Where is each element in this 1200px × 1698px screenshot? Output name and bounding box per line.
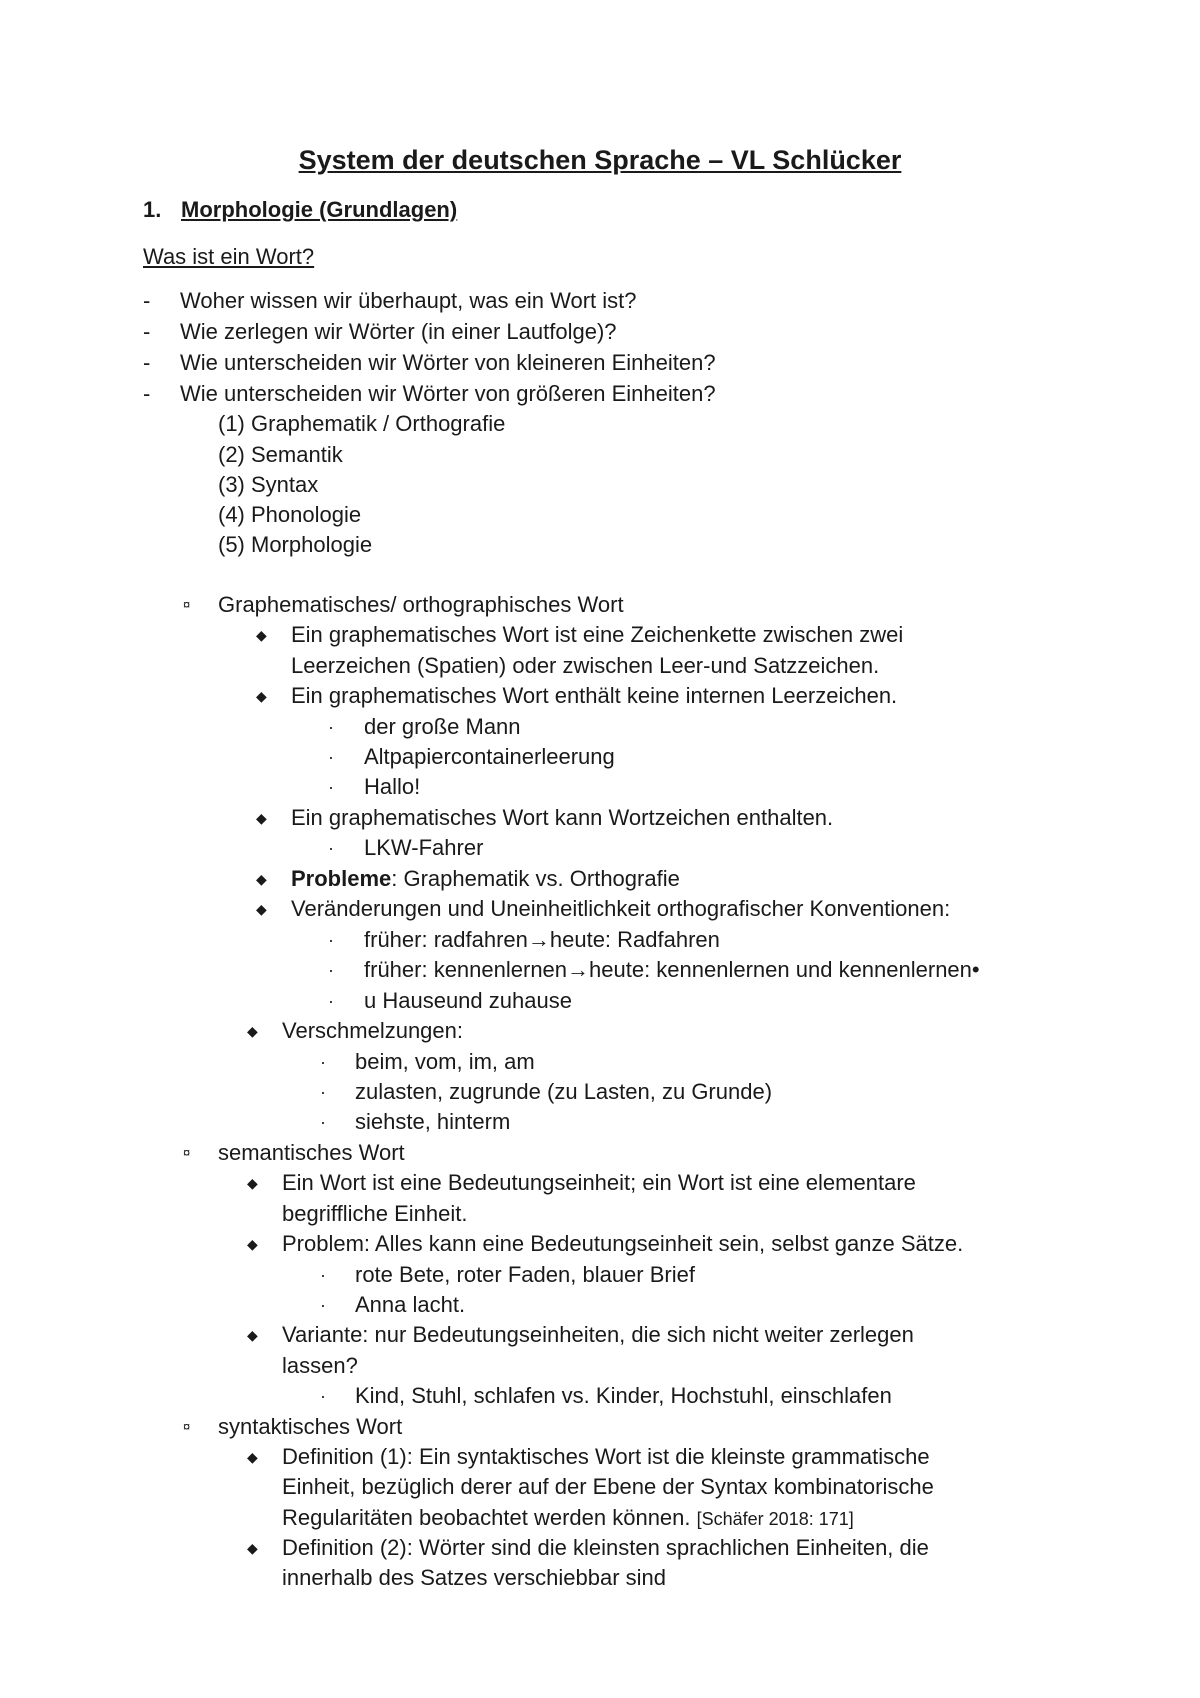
example-item: Hallo! [364, 774, 421, 799]
level-item: (2) Semantik [218, 442, 343, 467]
dash-bullet: - [143, 350, 151, 375]
diamond-bullet-icon: ◆ [256, 871, 267, 887]
example-item: u Hauseund zuhause [364, 988, 572, 1013]
example-item: beim, vom, im, am [355, 1049, 535, 1074]
diamond-bullet-icon: ◆ [247, 1449, 258, 1465]
sem-heading: semantisches Wort [218, 1140, 405, 1165]
dot-bullet-icon: · [320, 1265, 326, 1285]
sem-bullet-line: Variante: nur Bedeutungseinheiten, die sich nicht weiter zerlegen [282, 1322, 914, 1347]
section-title: Morphologie (Grundlagen) [181, 197, 458, 222]
dot-bullet-icon: · [320, 1082, 326, 1102]
sem-bullet-line: begriffliche Einheit. [282, 1201, 468, 1226]
dash-bullet: - [143, 319, 151, 344]
example-item: rote Bete, roter Faden, blauer Brief [355, 1262, 695, 1287]
subheading: Was ist ein Wort? [143, 244, 315, 269]
problem-text: : Graphematik vs. Orthografie [391, 866, 680, 891]
question-item: Wie unterscheiden wir Wörter von kleineren Einheiten? [180, 350, 716, 375]
square-bullet-icon: ¤ [183, 1419, 191, 1434]
question-item: Wie unterscheiden wir Wörter von größeren Einheiten? [180, 381, 716, 406]
syn-bullet-line: Definition (1): Ein syntaktisches Wort ist die kleinste grammatische [282, 1444, 930, 1469]
syn-bullet-line: Definition (2): Wörter sind die kleinsten sprachlichen Einheiten, die [282, 1535, 929, 1560]
example-item: der große Mann [364, 714, 521, 739]
dot-bullet-icon: · [328, 777, 334, 797]
graph-bullet-line [291, 864, 680, 894]
example-item: LKW-Fahrer [364, 835, 484, 860]
dot-bullet-icon: · [328, 960, 334, 980]
dot-bullet-icon: · [328, 991, 334, 1011]
question-item: Wie zerlegen wir Wörter (in einer Lautfolge)? [180, 319, 617, 344]
square-bullet-icon: ¤ [183, 597, 191, 612]
syn-def1-end: Regularitäten beobachtet werden können. [282, 1505, 691, 1530]
example-item: zulasten, zugrunde (zu Lasten, zu Grunde) [355, 1079, 773, 1104]
section-heading [143, 196, 457, 224]
dot-bullet-icon: · [320, 1112, 326, 1132]
graph-bullet-line: Leerzeichen (Spatien) oder zwischen Leer-und Satzzeichen. [291, 653, 880, 678]
diamond-bullet-icon: ◆ [247, 1236, 258, 1252]
dot-bullet-icon: · [320, 1295, 326, 1315]
diamond-bullet-icon: ◆ [256, 627, 267, 643]
diamond-bullet-icon: ◆ [247, 1540, 258, 1556]
diamond-bullet-icon: ◆ [247, 1023, 258, 1039]
example-item: siehste, hinterm [355, 1109, 511, 1134]
diamond-bullet-icon: ◆ [256, 810, 267, 826]
diamond-bullet-icon: ◆ [247, 1327, 258, 1343]
dot-bullet-icon: · [320, 1052, 326, 1072]
graph-bullet-line: Ein graphematisches Wort kann Wortzeichen enthalten. [291, 805, 834, 830]
document-title: System der deutschen Sprache – VL Schlücker [298, 145, 902, 175]
example-item: früher: radfahren→heute: Radfahren [364, 927, 720, 952]
level-item: (1) Graphematik / Orthografie [218, 411, 506, 436]
diamond-bullet-icon: ◆ [247, 1175, 258, 1191]
section-number: 1. [143, 197, 162, 222]
dot-bullet-icon: · [328, 838, 334, 858]
dash-bullet: - [143, 381, 151, 406]
level-item: (5) Morphologie [218, 532, 373, 557]
dot-bullet-icon: · [328, 930, 334, 950]
syn-bullet-line: innerhalb des Satzes verschiebbar sind [282, 1565, 667, 1590]
example-item: Kind, Stuhl, schlafen vs. Kinder, Hochstuhl, einschlafen [355, 1383, 892, 1408]
diamond-bullet-icon: ◆ [256, 901, 267, 917]
graph-bullet-line: Ein graphematisches Wort ist eine Zeichenkette zwischen zwei [291, 622, 904, 647]
graph-bullet-line: Veränderungen und Uneinheitlichkeit orthografischer Konventionen: [291, 896, 951, 921]
graph-bullet-line: Verschmelzungen: [282, 1018, 463, 1043]
question-item: Woher wissen wir überhaupt, was ein Wort ist? [180, 288, 637, 313]
square-bullet-icon: ¤ [183, 1145, 191, 1160]
graph-heading: Graphematisches/ orthographisches Wort [218, 592, 624, 617]
problem-label: Probleme [291, 866, 392, 891]
syn-heading: syntaktisches Wort [218, 1414, 403, 1439]
dot-bullet-icon: · [328, 747, 334, 767]
level-item: (3) Syntax [218, 472, 319, 497]
citation: [Schäfer 2018: 171] [696, 1509, 854, 1529]
dash-bullet: - [143, 288, 151, 313]
sem-bullet-line: lassen? [282, 1353, 358, 1378]
dot-bullet-icon: · [320, 1386, 326, 1406]
graph-bullet-line: Ein graphematisches Wort enthält keine internen Leerzeichen. [291, 683, 898, 708]
diamond-bullet-icon: ◆ [256, 688, 267, 704]
level-item: (4) Phonologie [218, 502, 362, 527]
dot-bullet-icon: · [328, 717, 334, 737]
syn-bullet-line [282, 1503, 854, 1534]
sem-bullet-line: Ein Wort ist eine Bedeutungseinheit; ein Wort ist eine elementare [282, 1170, 916, 1195]
example-item: früher: kennenlernen→heute: kennenlernen und kennenlernen• [364, 957, 980, 982]
example-item: Anna lacht. [355, 1292, 466, 1317]
example-item: Altpapiercontainerleerung [364, 744, 615, 769]
sem-bullet-line: Problem: Alles kann eine Bedeutungseinheit sein, selbst ganze Sätze. [282, 1231, 964, 1256]
syn-bullet-line: Einheit, bezüglich derer auf der Ebene der Syntax kombinatorische [282, 1474, 934, 1499]
